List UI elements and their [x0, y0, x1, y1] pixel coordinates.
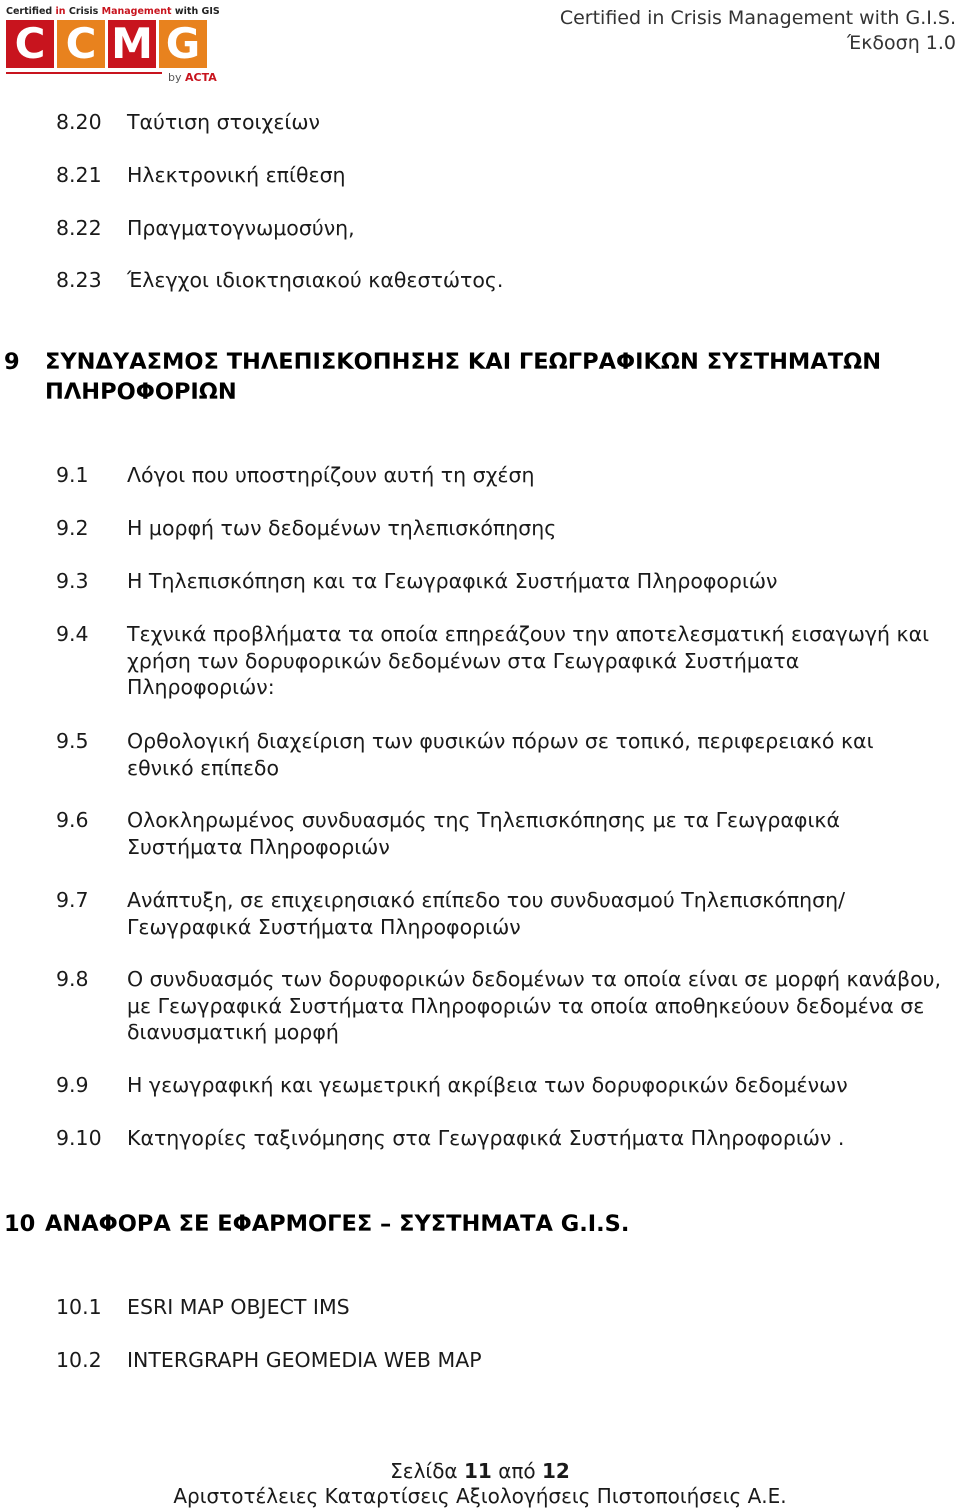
header-title: Certified in Crisis Management with G.I.S.: [559, 7, 956, 29]
page-current: 11: [463, 1459, 492, 1483]
logo-letter: M: [108, 20, 156, 68]
toc-item-text: Έλεγχοι ιδιοκτησιακού καθεστώτος.: [127, 268, 504, 292]
toc-item-number: 9.10: [56, 1126, 102, 1150]
logo-tag-word: in: [55, 6, 66, 17]
toc-item-text: Ορθολογική διαχείριση των φυσικών πόρων σε τοπικό, περιφερειακό και εθνικό επίπεδο: [127, 729, 874, 780]
logo-tag-word: with GIS: [174, 6, 220, 17]
page-of: από: [498, 1459, 536, 1483]
toc-item: [56, 887, 946, 940]
toc-item-number: 10.1: [56, 1295, 102, 1319]
toc-item: [56, 966, 946, 1046]
logo-rule: [6, 72, 162, 74]
toc-item-number: 8.23: [56, 268, 102, 292]
logo-letter: C: [57, 20, 105, 68]
toc-item: [56, 462, 946, 489]
logo-by-acta: [168, 71, 217, 84]
footer-company: Αριστοτέλειες Καταρτίσεις Αξιολογήσεις Πιστοποιήσεις Α.Ε.: [173, 1484, 787, 1508]
toc-item-text: Η μορφή των δεδομένων τηλεπισκόπησης: [127, 516, 557, 540]
toc-item: [56, 515, 946, 542]
page-word: Σελίδα: [390, 1459, 458, 1483]
toc-item-number: 8.21: [56, 163, 102, 187]
section-heading: [4, 347, 954, 407]
section-number: 10: [4, 1211, 36, 1237]
header-text: [560, 6, 956, 56]
logo-letter: C: [6, 20, 54, 68]
toc-item-number: 9.1: [56, 463, 89, 487]
logo-tag-word: Crisis: [68, 6, 99, 17]
toc-item: [56, 1294, 946, 1321]
ccmg-logo: [6, 6, 220, 86]
section-heading: [4, 1209, 954, 1239]
toc-item-number: 8.22: [56, 216, 102, 240]
toc-item-text: Κατηγορίες ταξινόμησης στα Γεωγραφικά Συστήματα Πληροφοριών .: [127, 1126, 845, 1150]
toc-item-text: Ανάπτυξη, σε επιχειρησιακό επίπεδο του συνδυασμού Τηλεπισκόπηση/Γεωγραφικά Συστήματα Πληροφοριών: [127, 888, 846, 939]
toc-item-text: INTERGRAPH GEOMEDIA WEB MAP: [127, 1348, 482, 1372]
logo-tagline: [6, 6, 220, 17]
toc-item-number: 8.20: [56, 110, 102, 134]
logo-letter: G: [159, 20, 207, 68]
toc-item-number: 10.2: [56, 1348, 102, 1372]
toc-item: [56, 568, 946, 595]
logo-by-brand: ACTA: [185, 71, 217, 84]
header-edition: Έκδοση 1.0: [847, 32, 956, 54]
toc-item-text: Ηλεκτρονική επίθεση: [127, 163, 346, 187]
toc-item-number: 9.9: [56, 1073, 89, 1097]
logo-letters: [6, 20, 207, 68]
toc-item: [56, 1072, 946, 1099]
page-total: 12: [542, 1459, 570, 1483]
logo-tag-word: Certified: [6, 6, 53, 17]
toc-item-text: Ταύτιση στοιχείων: [127, 110, 320, 134]
toc-item: [56, 162, 946, 189]
toc-item-number: 9.4: [56, 622, 89, 646]
toc-item-text: Πραγματογνωμοσύνη,: [127, 216, 355, 240]
toc-item: [56, 215, 946, 242]
toc-item: [56, 267, 946, 294]
toc-item-number: 9.3: [56, 569, 89, 593]
section-title: ΑΝΑΦΟΡΑ ΣΕ ΕΦΑΡΜΟΓΕΣ – ΣΥΣΤΗΜΑΤΑ G.I.S.: [45, 1211, 630, 1237]
toc-item-text: Ολοκληρωμένος συνδυασμός της Τηλεπισκόπησης με τα Γεωγραφικά Συστήματα Πληροφοριών: [127, 808, 840, 859]
toc-item-text: Ο συνδυασμός των δορυφορικών δεδομένων τα οποία είναι σε μορφή κανάβου, με Γεωγραφικά Συστήματα Πληροφοριών τα οποία αποθηκεύουν δεδομένα σε διανυσματική μορφή: [127, 967, 942, 1044]
logo-tag-word: Management: [101, 6, 172, 17]
toc-item-number: 9.8: [56, 967, 89, 991]
toc-item-number: 9.7: [56, 888, 89, 912]
page-number: [0, 1459, 960, 1484]
toc-item-number: 9.6: [56, 808, 89, 832]
toc-item: [56, 109, 946, 136]
toc-item-number: 9.5: [56, 729, 89, 753]
toc-item-text: Η Τηλεπισκόπηση και τα Γεωγραφικά Συστήματα Πληροφοριών: [127, 569, 778, 593]
toc-item-text: Η γεωγραφική και γεωμετρική ακρίβεια των δορυφορικών δεδομένων: [127, 1073, 848, 1097]
toc-item-text: Τεχνικά προβλήματα τα οποία επηρεάζουν την αποτελεσματική εισαγωγή και χρήση των δορυφορικών δεδομένων στα Γεωγραφικά Συστήματα Πληροφοριών:: [127, 622, 930, 699]
toc-item: [56, 1125, 946, 1152]
section-title: ΣΥΝΔΥΑΣΜΟΣ ΤΗΛΕΠΙΣΚΟΠΗΣΗΣ ΚΑΙ ΓΕΩΓΡΑΦΙΚΩΝ ΣΥΣΤΗΜΑΤΩΝ ΠΛΗΡΟΦΟΡΙΩΝ: [45, 349, 882, 405]
toc-item-text: Λόγοι που υποστηρίζουν αυτή τη σχέση: [127, 463, 535, 487]
toc-item-text: ESRI MAP OBJECT IMS: [127, 1295, 350, 1319]
toc-item: [56, 621, 946, 701]
toc-item: [56, 728, 946, 781]
toc-item-number: 9.2: [56, 516, 89, 540]
toc-item: [56, 1347, 946, 1374]
section-number: 9: [4, 349, 20, 375]
toc-item: [56, 807, 946, 860]
logo-by-prefix: by: [168, 71, 182, 84]
